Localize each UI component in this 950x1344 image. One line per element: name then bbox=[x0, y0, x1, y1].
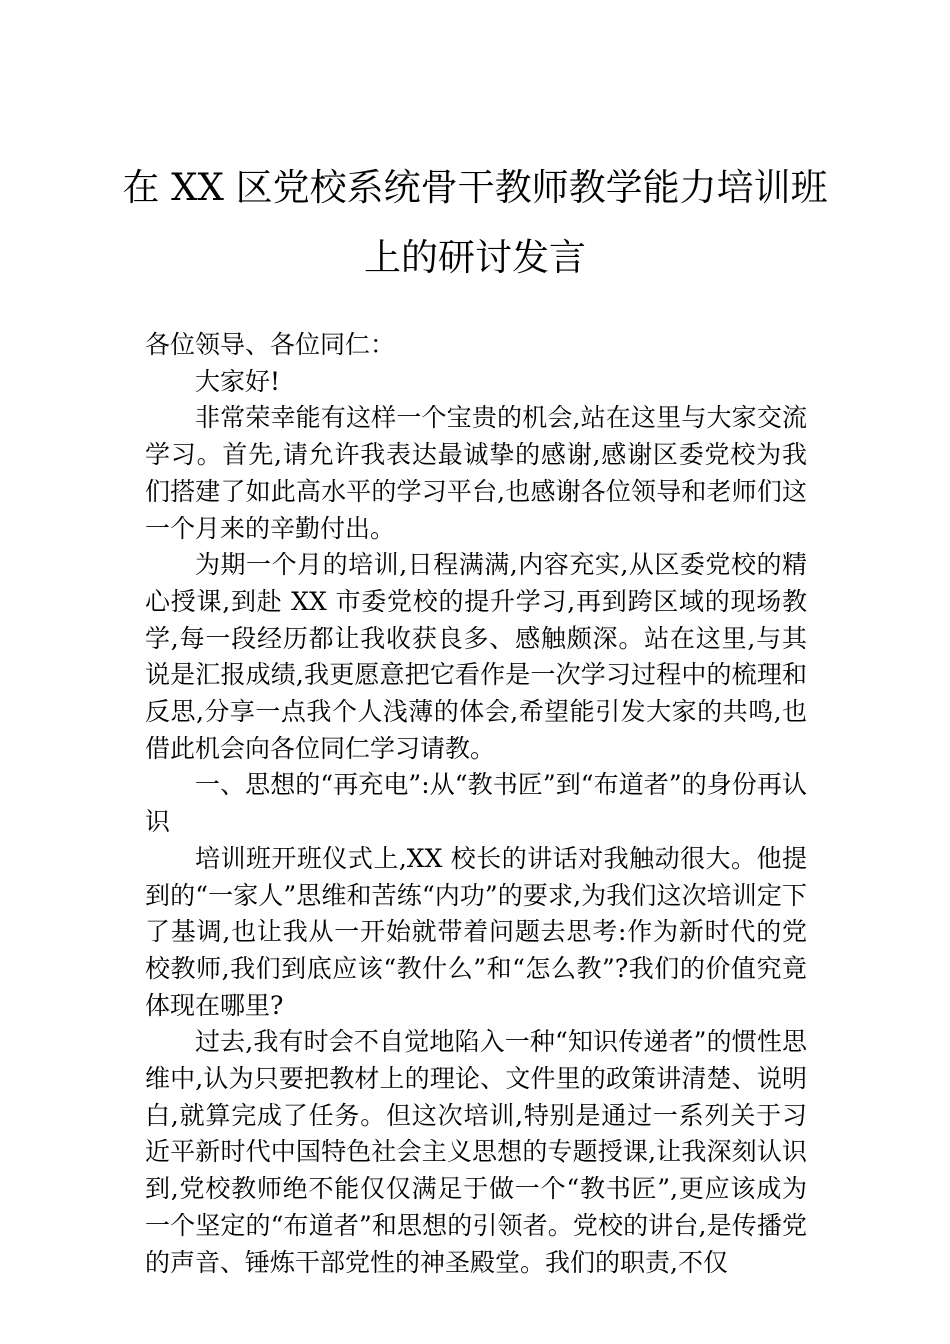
document-body bbox=[145, 327, 807, 1281]
document-title-line-1: 在 XX 区党校系统骨干教师教学能力培训班 bbox=[122, 166, 828, 209]
paragraph: 培训班开班仪式上,XX 校长的讲话对我触动很大。他提到的“一家人”思维和苦练“内功”的要求,为我们这次培训定下了基调,也让我从一开始就带着问题去思考:作为新时代的党校教师,我们到底应该“教什么”和“怎么教”?我们的价值究竟体现在哪里? bbox=[145, 843, 807, 1020]
paragraph-greeting: 大家好! bbox=[195, 366, 281, 396]
paragraph: 非常荣幸能有这样一个宝贵的机会,站在这里与大家交流学习。首先,请允许我表达最诚挚的感谢,感谢区委党校为我们搭建了如此高水平的学习平台,也感谢各位领导和老师们这一个月来的辛勤付出。 bbox=[145, 403, 807, 543]
section-heading: 一、思想的“再充电”:从“教书匠”到“布道者”的身份再认识 bbox=[145, 770, 807, 837]
paragraph: 为期一个月的培训,日程满满,内容充实,从区委党校的精心授课,到赴 XX 市委党校的提升学习,再到跨区域的现场教学,每一段经历都让我收获良多、感触颇深。站在这里,与其说是汇报成绩,我更愿意把它看作是一次学习过程中的梳理和反思,分享一点我个人浅薄的体会,希望能引发大家的共鸣,也借此机会向各位同仁学习请教。 bbox=[145, 550, 807, 763]
document-title-line-2: 上的研讨发言 bbox=[364, 236, 586, 279]
paragraph: 过去,我有时会不自觉地陷入一种“知识传递者”的惯性思维中,认为只要把教材上的理论、文件里的政策讲清楚、说明白,就算完成了任务。但这次培训,特别是通过一系列关于习近平新时代中国特色社会主义思想的专题授课,让我深刻认识到,党校教师绝不能仅仅满足于做一个“教书匠”,更应该成为一个坚定的“布道者”和思想的引领者。党校的讲台,是传播党的声音、锤炼干部党性的神圣殿堂。我们的职责,不仅 bbox=[145, 1027, 807, 1277]
salutation: 各位领导、各位同仁： bbox=[145, 330, 396, 359]
